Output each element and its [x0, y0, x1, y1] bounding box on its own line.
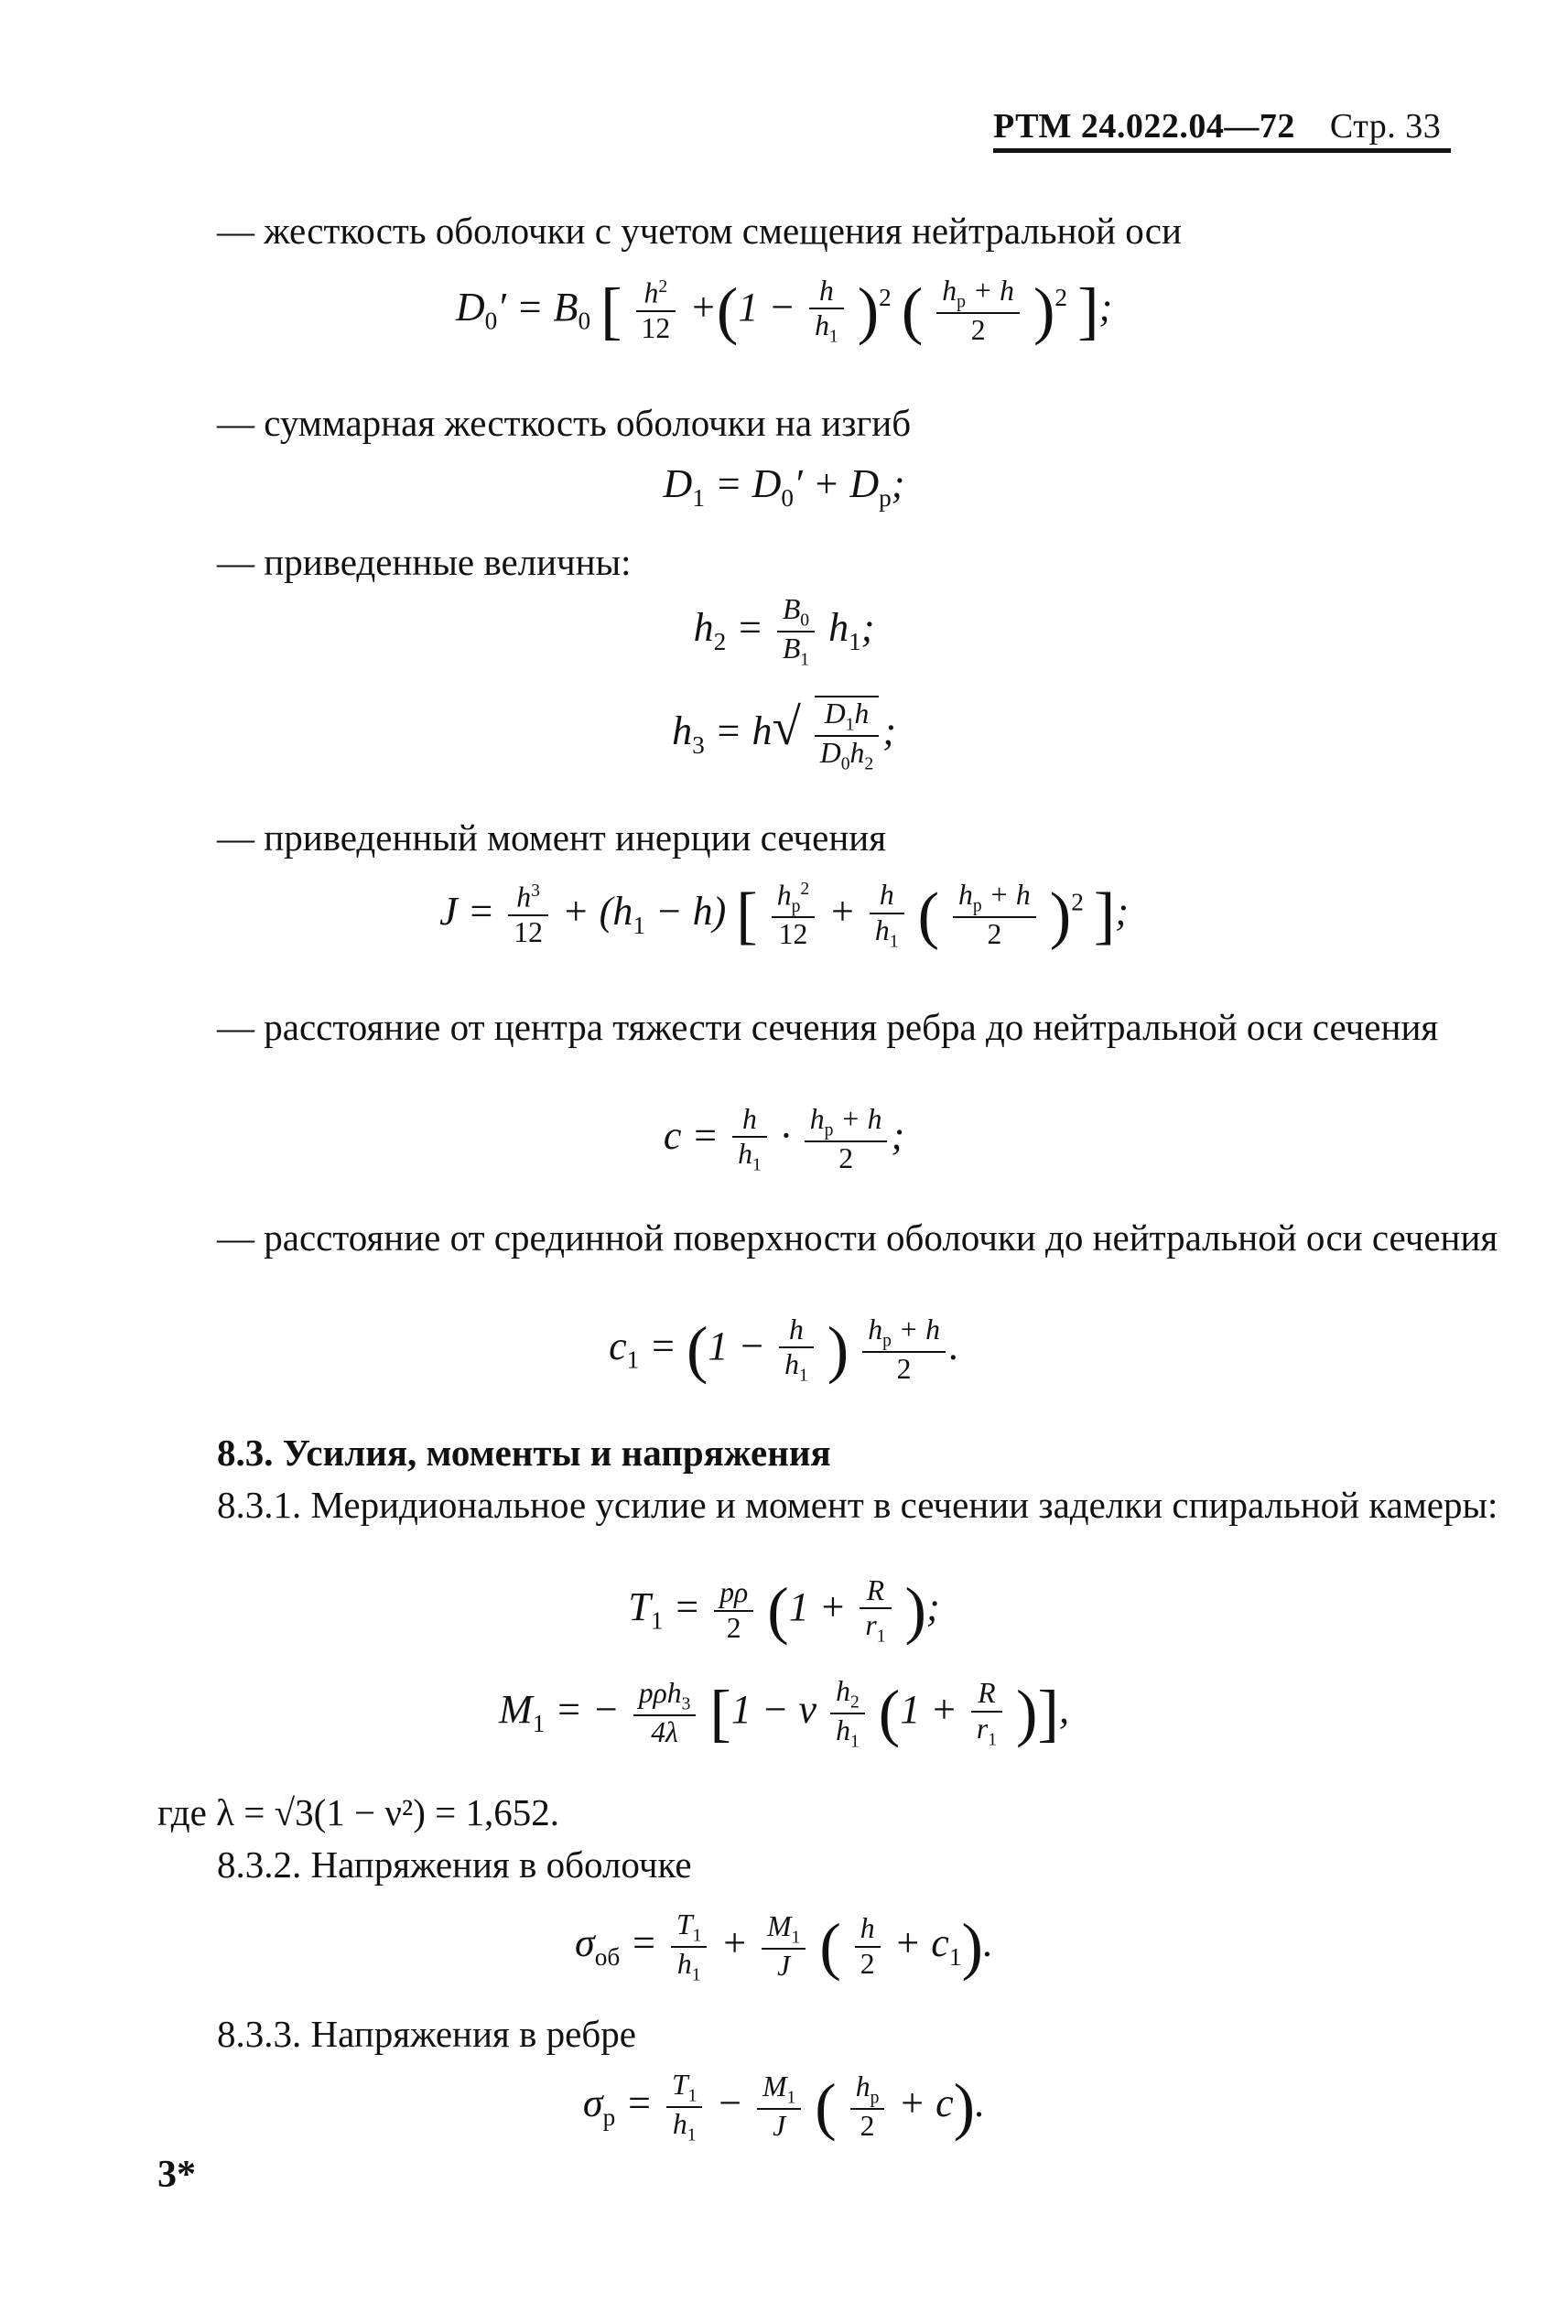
paragraph-8-3-3: 8.3.3. Напряжения в ребре: [217, 2013, 636, 2055]
paragraph-8-3-1: 8.3.1. Меридиональное усилие и момент в сечении заделки спиральной камеры:: [217, 1484, 1498, 1526]
item-total-rigidity: — суммарная жесткость оболочки на изгиб: [217, 402, 912, 444]
signature-mark: 3*: [157, 2154, 196, 2196]
formula-m1: $M_1$ = − $\frac{p\rho h_3}{4\lambda}$ [1 − ν $\frac{h_2}{h_1}$ (1 + $\frac{R}{r_1}$ )],: [499, 1675, 1069, 1752]
section-heading: 8.3. Усилия, моменты и напряжения: [217, 1432, 831, 1474]
item-reduced-values: — приведенные величны:: [217, 541, 632, 583]
item-distance-center: — расстояние от центра тяжести сечения ребра до нейтральной оси сечения: [217, 1006, 1439, 1048]
formula-h2: $h_2$ = $\frac{B_0}{B_1}$ $h_1$;: [693, 593, 875, 670]
formula-d0-prime: $D_0' = B_0$ [ $\frac{h^2}{12}$ +(1 − $\frac{h}{h_1}$ )$^2$ ( $\frac{h_p + h}{2}$ )$^2$ ];: [455, 275, 1113, 347]
formula-sigma-rib: $\sigma_p$ = $\frac{T_1}{h_1}$ − $\frac{M_1}{J}$ ( $\frac{h_p}{2}$ + c).: [582, 2069, 986, 2146]
document-code: РТМ 24.022.04—72: [993, 107, 1295, 146]
page-number: Стр. 33: [1329, 107, 1442, 146]
item-inertia-moment: — приведенный момент инерции сечения: [217, 816, 887, 859]
formula-h3: $h_3 = h√$ $\frac{D_1h}{D_0h_2}$ ;: [672, 697, 896, 774]
item-distance-midsurface: — расстояние от срединной поверхности оболочки до нейтральной оси сечения: [217, 1216, 1498, 1259]
formula-c: c = $\frac{h}{h_1}$ · $\frac{h_p + h}{2}$ ;: [663, 1103, 905, 1175]
formula-sigma-shell: $\sigma_{об}$ = $\frac{T_1}{h_1}$ + $\frac{M_1}{J}$ ( $\frac{h}{2}$ + $c_1$).: [575, 1908, 993, 1985]
item-rigidity-offset: — жесткость оболочки с учетом смещения нейтральной оси: [217, 210, 1182, 252]
page-header: [993, 106, 1451, 153]
formula-d1: $D_1 = D_0' + D_p$;: [663, 461, 905, 512]
formula-t1: $T_1$ = $\frac{p\rho}{2}$ (1 + $\frac{R}{r_1}$ );: [628, 1574, 940, 1647]
formula-j: J = $\frac{h^3}{12}$ + $(h_1 - h)$ [ $\frac{h_p^2}{12}$ + $\frac{h}{h_1}$ ( $\frac{h_p + h}{2}$ )$^2$ ];: [439, 879, 1129, 952]
paragraph-8-3-2: 8.3.2. Напряжения в оболочке: [217, 1843, 692, 1886]
formula-c1: $c_1 = (1$ − $\frac{h}{h_1}$ ) $\frac{h_p + h}{2}$ .: [609, 1313, 959, 1386]
where-lambda: где λ = √3(1 − ν²) = 1,652.: [157, 1791, 559, 1833]
